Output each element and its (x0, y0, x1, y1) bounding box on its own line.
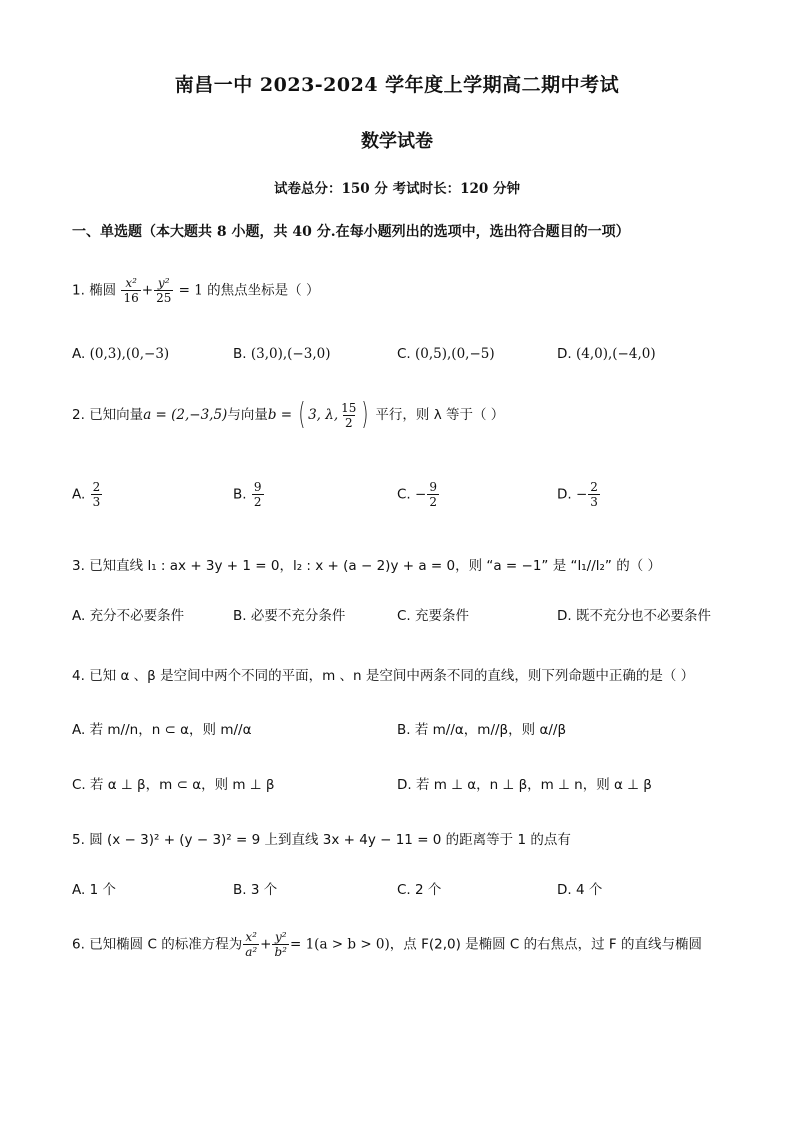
question-5 (72, 828, 571, 848)
fraction: $\frac{\text{x²}}{\text{a²}}$ (245, 930, 258, 959)
question-number: 4. (72, 668, 85, 684)
option-c: C. 若 α ⊥ β，m ⊂ α，则 m ⊥ β (72, 777, 275, 793)
fraction: $\frac{\text{x²}}{16}$ (123, 276, 139, 305)
question-text: 已知椭圆 C 的标准方程为 (89, 936, 243, 953)
question-4 (72, 664, 694, 684)
question-3 (72, 554, 661, 574)
vector-b: b = (267, 407, 297, 423)
option-d: D. 4 个 (557, 882, 603, 898)
exam-title: 南昌一中 2023-2024 学年度上学期高二期中考试 (174, 74, 620, 96)
question-text: 圆 (x − 3)² + (y − 3)² = 9 上到直线 3x + 4y − 11 = 0 的距离等于 1 的点有 (89, 832, 571, 848)
option-d: D. (4,0),(−4,0) (557, 346, 656, 362)
option-c: C. − $\frac{9}{2}$ (397, 480, 437, 509)
vector-a: a = (2,−3,5) (143, 407, 228, 423)
option-b: B. 3 个 (233, 882, 278, 898)
question-1: 1. 椭圆 $\frac{\text{x²}}{16}$ + $\frac{\text{y²}}{25}$ = 1 的焦点坐标是（ ） (72, 276, 320, 305)
option-a: A. 1 个 (72, 882, 116, 898)
question-text: 已知向量 (89, 407, 144, 423)
option-a: A. $\frac{2}{3}$ (72, 480, 101, 509)
option-d: D. 既不充分也不必要条件 (557, 608, 711, 624)
question-text: 与向量 (227, 407, 268, 423)
question-number: 3. (72, 558, 85, 574)
question-text: 的焦点坐标是（ ） (207, 282, 320, 299)
exam-subtitle: 数学试卷 (361, 131, 433, 152)
equation-rhs: = 1 (178, 282, 203, 299)
question-number: 6. (72, 936, 85, 953)
fraction: $\frac{\text{y²}}{25}$ (156, 276, 172, 305)
exam-meta: 试卷总分：150 分 考试时长：120 分钟 (274, 181, 520, 197)
question-6: 6. 已知椭圆 C 的标准方程为 $\frac{\text{x²}}{\text{a²}}$ + $\frac{\text{y²}}{\text{b²}}$ = 1(a > b > 0)，点 F(2,0) 是椭圆 C 的右焦点，过 F 的直线与椭圆 (72, 930, 702, 959)
question-2: 2. 已知向量a = (2,−3,5)与向量b = ( 3, λ, $\frac{15}{2}$ ) 平行，则 λ 等于（ ） (72, 397, 505, 432)
question-text: 平行，则 λ 等于（ ） (375, 407, 505, 423)
question-number: 1. (72, 282, 85, 299)
section-heading: 一、单选题（本大题共 8 小题，共 40 分.在每小题列出的选项中，选出符合题目的一项） (72, 224, 630, 240)
question-text: ，点 F(2,0) 是椭圆 C 的右焦点，过 F 的直线与椭圆 (389, 936, 702, 953)
option-b: B. 若 m//α，m//β，则 α//β (397, 722, 567, 738)
question-text: 已知直线 l₁ : ax + 3y + 1 = 0，l₂ : x + (a − 2)y + a = 0，则 “a = −1” 是 “l₁//l₂” 的（ ） (89, 558, 661, 574)
option-c: C. 充要条件 (397, 608, 470, 624)
question-text: 已知 α 、β 是空间中两个不同的平面，m 、n 是空间中两条不同的直线，则下列命题中正确的是（ ） (89, 668, 695, 684)
option-b: B. $\frac{9}{2}$ (233, 480, 262, 509)
fraction: $\frac{\text{y²}}{\text{b²}}$ (274, 930, 287, 959)
question-text: 椭圆 (89, 282, 117, 299)
option-b: B. (3,0),(−3,0) (233, 346, 331, 362)
equation-rhs: = 1(a > b > 0) (289, 936, 390, 953)
question-number: 5. (72, 832, 85, 848)
option-d: D. 若 m ⊥ α，n ⊥ β，m ⊥ n，则 α ⊥ β (397, 777, 652, 793)
option-a: A. 充分不必要条件 (72, 608, 185, 624)
option-c: C. 2 个 (397, 882, 442, 898)
option-b: B. 必要不充分条件 (233, 608, 346, 624)
option-a: A. (0,3),(0,−3) (72, 346, 170, 362)
option-a: A. 若 m//n，n ⊂ α，则 m//α (72, 722, 252, 738)
option-d: D. − $\frac{2}{3}$ (557, 480, 598, 509)
fraction: $\frac{15}{2}$ (341, 400, 357, 430)
question-number: 2. (72, 407, 85, 423)
option-c: C. (0,5),(0,−5) (397, 346, 495, 362)
